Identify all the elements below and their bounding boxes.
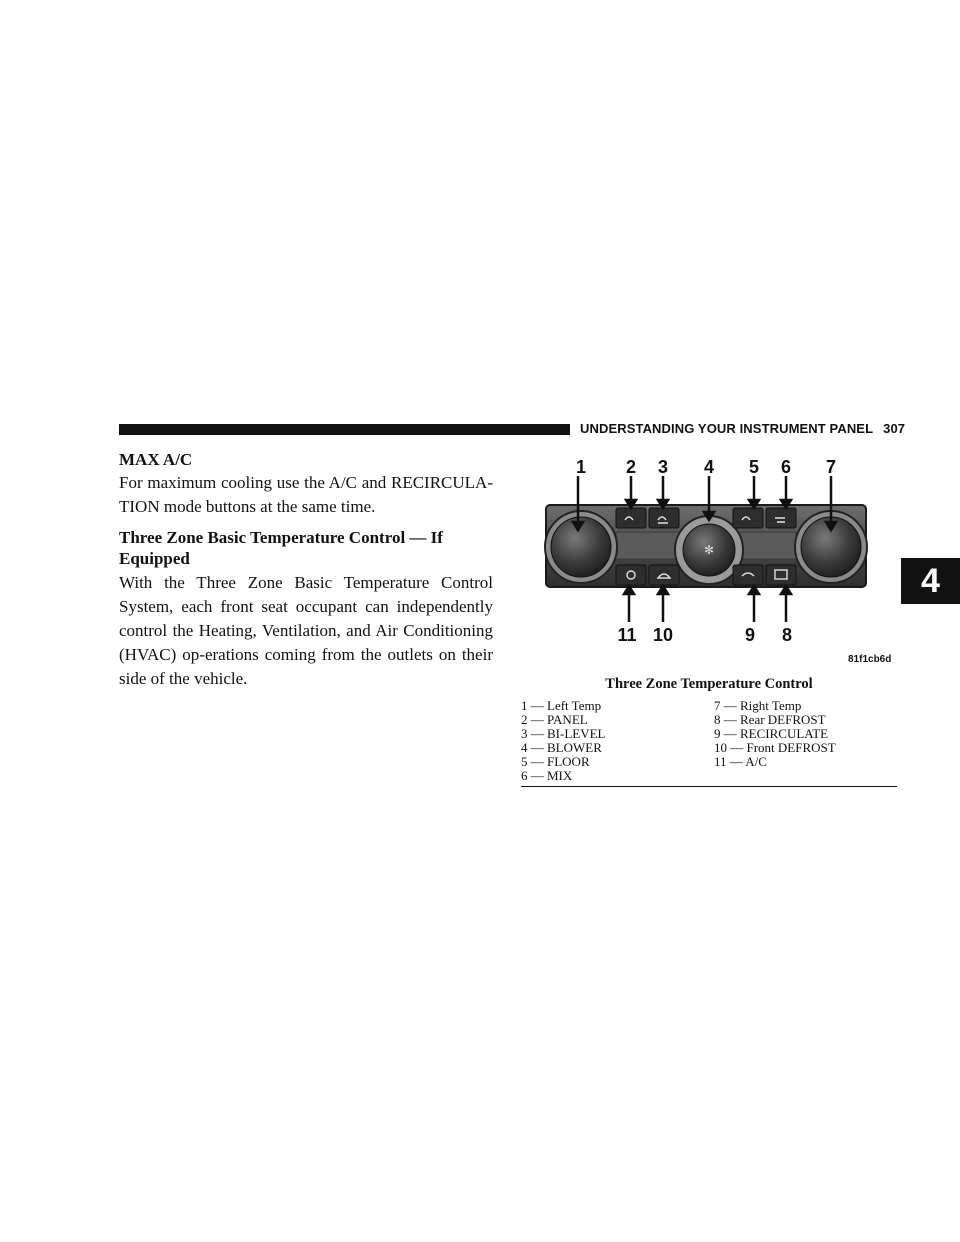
callout-11: 11 xyxy=(617,625,637,645)
figure-caption: Three Zone Temperature Control xyxy=(605,676,813,692)
legend-item: 10 — Front DEFROST xyxy=(714,740,836,755)
legend-item: 5 — FLOOR xyxy=(521,754,590,769)
text-column xyxy=(119,449,493,691)
header-bar xyxy=(119,424,570,435)
control-panel-illustration xyxy=(521,452,897,668)
page-number: 307 xyxy=(883,421,906,436)
chapter-tab: 4 xyxy=(901,558,960,604)
callout-3: 3 xyxy=(657,457,669,477)
legend-item: 9 — RECIRCULATE xyxy=(714,726,829,741)
svg-text:✻: ✻ xyxy=(703,543,715,557)
running-header xyxy=(580,421,905,436)
callout-7: 7 xyxy=(825,457,837,477)
three-zone-heading: Three Zone Basic Temperature Control — If Equipped xyxy=(119,528,443,568)
callout-10: 10 xyxy=(652,625,674,645)
legend-item: 8 — Rear DEFROST xyxy=(714,712,826,727)
legend-item: 6 — MIX xyxy=(521,768,573,783)
callout-6: 6 xyxy=(780,457,792,477)
legend-item: 7 — Right Temp xyxy=(714,698,802,713)
three-zone-body: With the Three Zone Basic Temperature Control System, each front seat occupant can independently control the Heating, Ventilation, and Air Conditioning (HVAC) op-erations coming from the outlets on their side of the vehicle. xyxy=(119,573,493,688)
callout-9: 9 xyxy=(744,625,756,645)
legend-right-column xyxy=(714,699,836,769)
legend-item: 1 — Left Temp xyxy=(521,698,602,713)
figure-code: 81f1cb6d xyxy=(848,654,892,665)
callout-1: 1 xyxy=(575,457,587,477)
section-title: UNDERSTANDING YOUR INSTRUMENT PANEL xyxy=(580,421,874,436)
max-ac-heading: MAX A/C xyxy=(119,450,193,469)
callout-2: 2 xyxy=(625,457,637,477)
figure-bottom-rule xyxy=(521,786,897,787)
callout-8: 8 xyxy=(781,625,793,645)
callout-4: 4 xyxy=(703,457,715,477)
legend-item: 2 — PANEL xyxy=(521,712,588,727)
legend-item: 4 — BLOWER xyxy=(521,740,602,755)
legend-left-column xyxy=(521,699,605,783)
legend-item: 11 — A/C xyxy=(714,754,767,769)
max-ac-body: For maximum cooling use the A/C and RECIRCULA-TION mode buttons at the same time. xyxy=(119,473,493,516)
callout-5: 5 xyxy=(748,457,760,477)
legend-item: 3 — BI-LEVEL xyxy=(521,726,606,741)
